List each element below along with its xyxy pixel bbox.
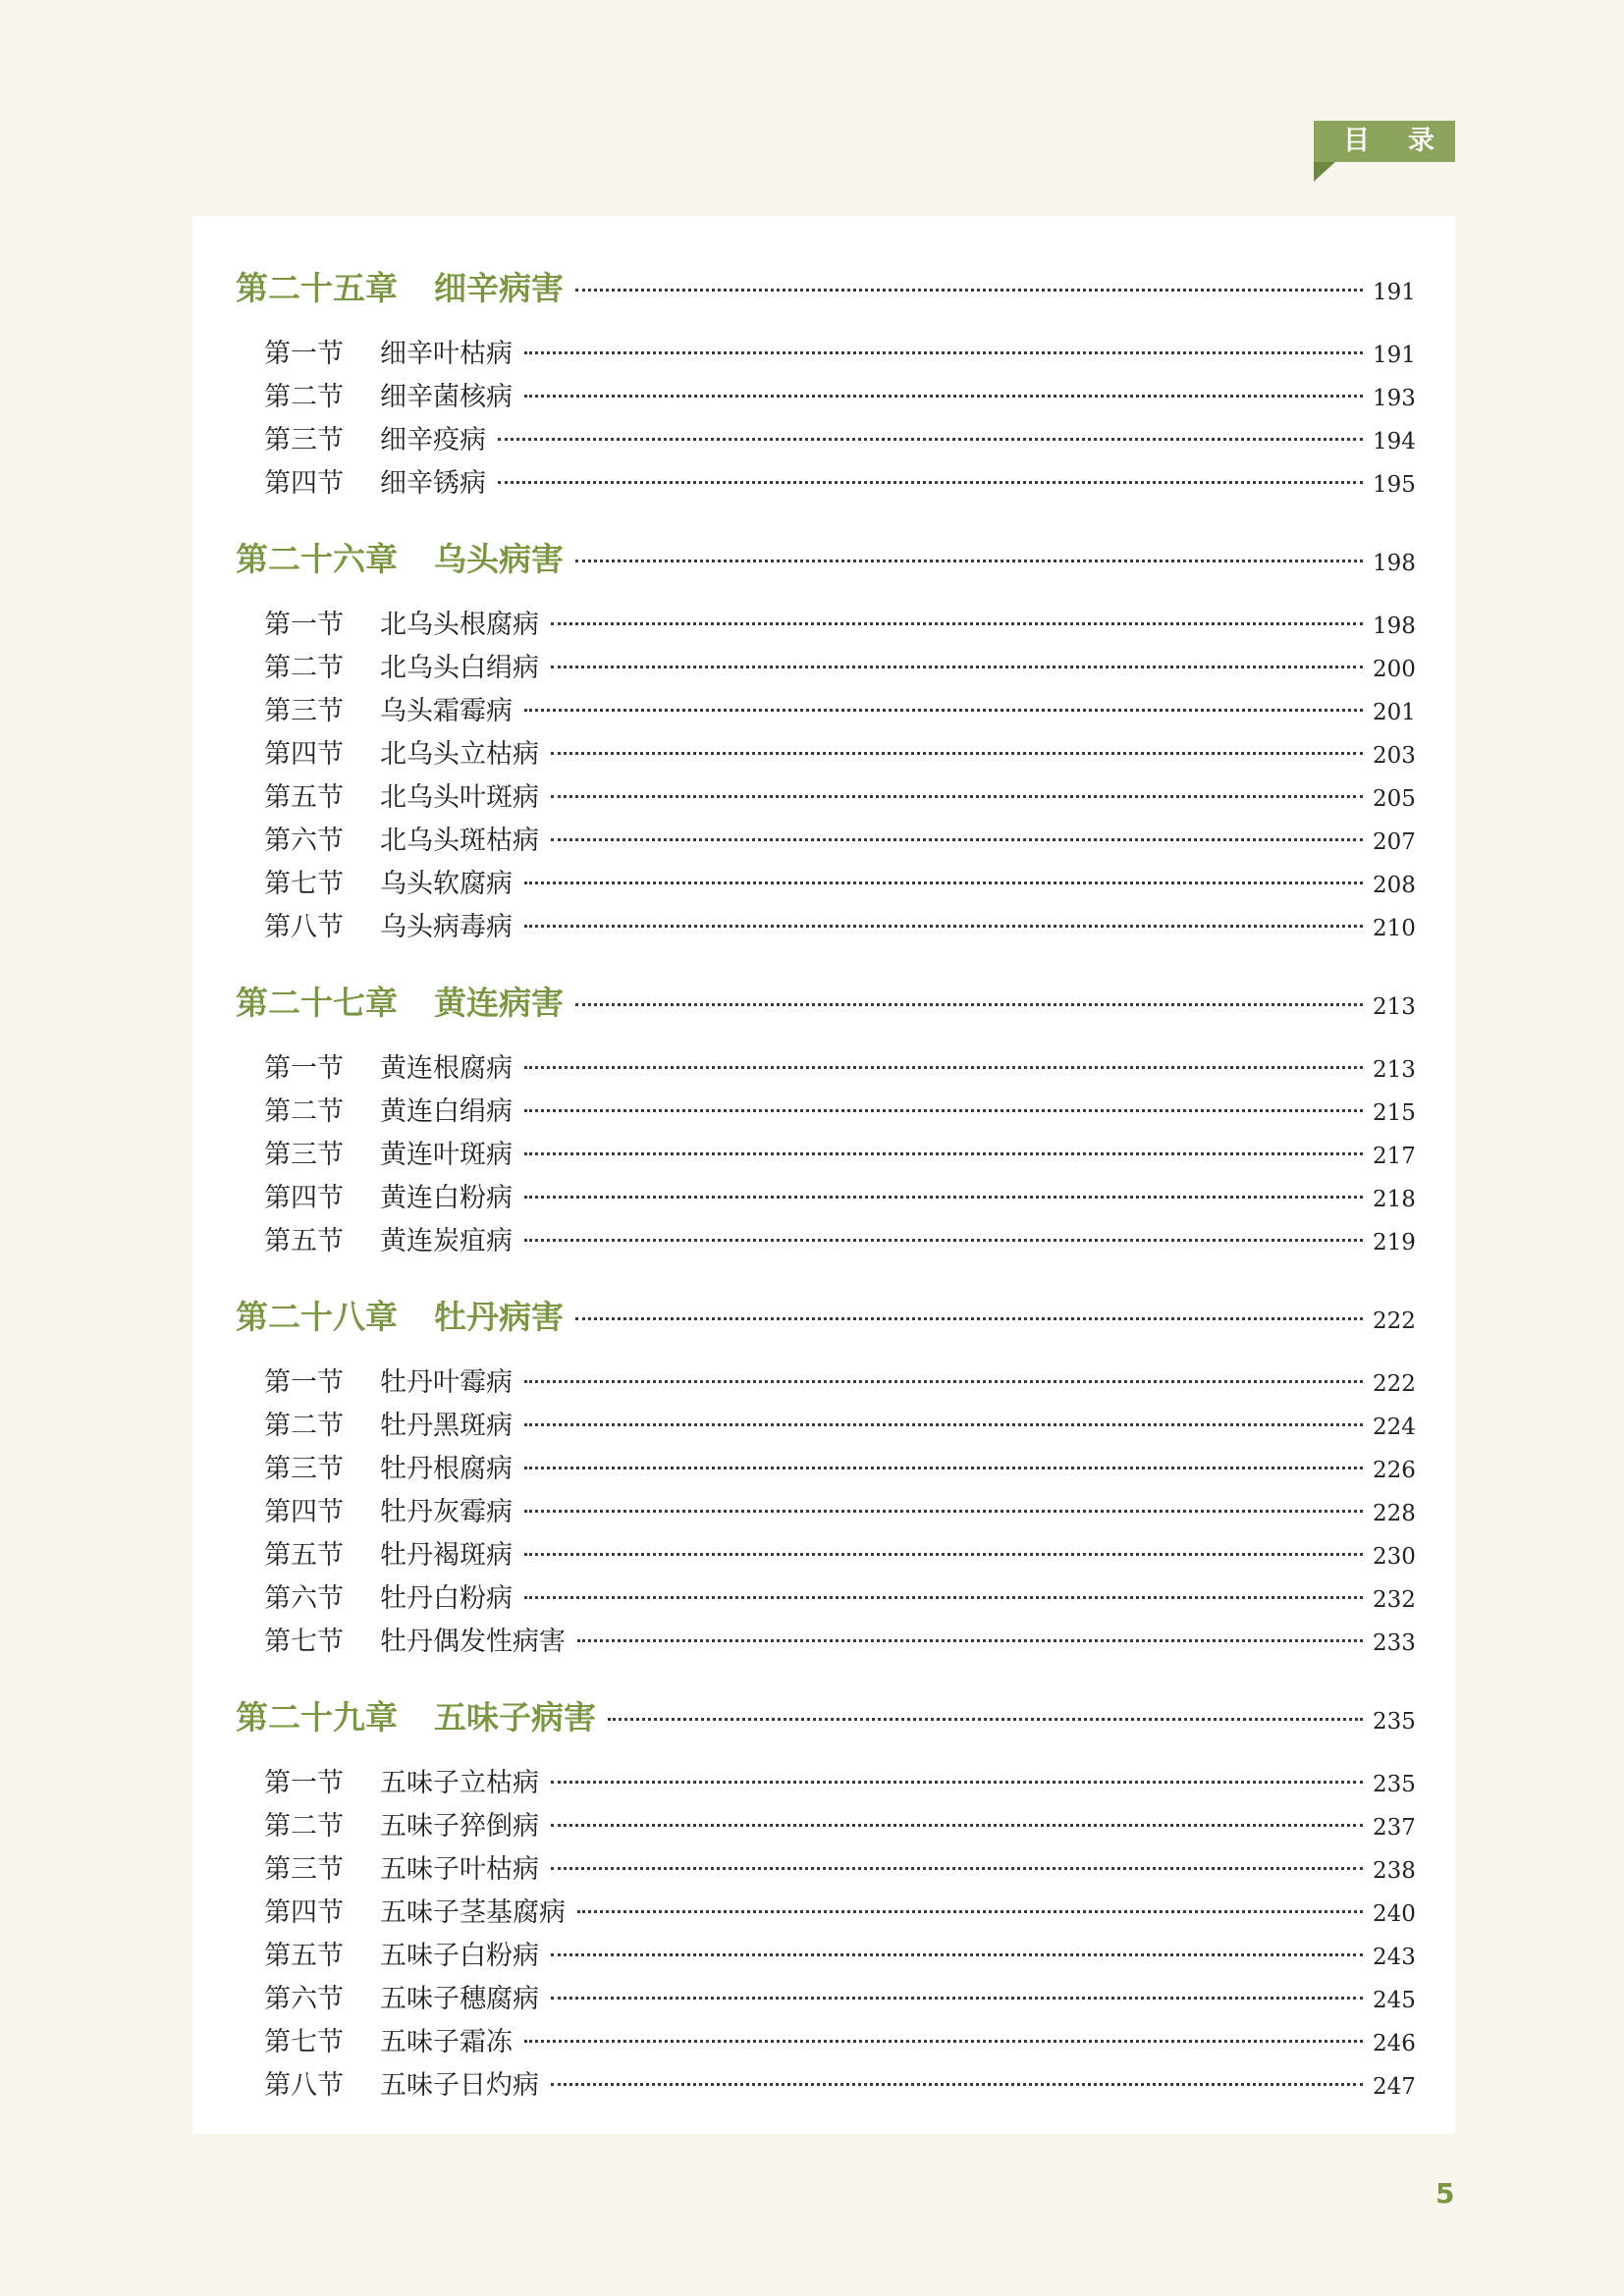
section-number: 第二节 [264, 1411, 344, 1441]
toc-section-entry[interactable] [192, 1533, 1455, 1572]
section-title: 牡丹褐斑病 [380, 1540, 513, 1571]
section-title: 黄连炭疽病 [380, 1226, 513, 1256]
section-title: 五味子叶枯病 [380, 1854, 539, 1885]
page-reference: 207 [1373, 829, 1416, 855]
dot-leader [524, 1467, 1363, 1469]
page-reference: 198 [1373, 551, 1416, 576]
page-reference: 191 [1373, 280, 1416, 305]
toc-section-entry[interactable] [192, 418, 1455, 456]
toc-section-entry[interactable] [192, 375, 1455, 413]
page-reference: 226 [1373, 1458, 1416, 1483]
section-number: 第一节 [264, 1053, 344, 1084]
tab-fold-corner [1314, 162, 1335, 182]
page-reference: 240 [1373, 1901, 1416, 1927]
chapter-number: 第二十九章 [236, 1698, 398, 1736]
dot-leader [551, 1781, 1363, 1784]
section-title: 乌头病毒病 [380, 912, 513, 942]
page-reference: 213 [1373, 994, 1416, 1020]
toc-section-entry[interactable] [192, 1804, 1455, 1842]
toc-section-entry[interactable] [192, 1934, 1455, 1972]
section-number: 第一节 [264, 610, 344, 640]
toc-section-entry[interactable] [192, 1176, 1455, 1214]
dot-leader [524, 881, 1363, 884]
page-reference: 243 [1373, 1945, 1416, 1970]
section-title: 五味子白粉病 [380, 1941, 539, 1971]
toc-section-entry[interactable] [192, 1090, 1455, 1128]
page-reference: 222 [1373, 1371, 1416, 1397]
toc-section-entry[interactable] [192, 2020, 1455, 2058]
page-reference: 210 [1373, 916, 1416, 941]
dot-leader [575, 560, 1363, 562]
dot-leader [498, 481, 1363, 484]
page-reference: 191 [1373, 343, 1416, 368]
page-reference: 238 [1373, 1858, 1416, 1884]
section-title: 五味子立枯病 [380, 1768, 539, 1798]
page-reference: 237 [1373, 1815, 1416, 1841]
section-number: 第七节 [264, 2027, 344, 2057]
section-title: 牡丹根腐病 [380, 1454, 513, 1484]
toc-header-char: 录 [1408, 126, 1435, 156]
toc-section-entry[interactable] [192, 1620, 1455, 1658]
dot-leader [524, 351, 1363, 354]
page-reference: 246 [1373, 2031, 1416, 2056]
section-number: 第三节 [264, 696, 344, 726]
page-reference: 232 [1373, 1587, 1416, 1613]
section-title: 北乌头斑枯病 [380, 826, 539, 856]
dot-leader [551, 1824, 1363, 1827]
section-number: 第二节 [264, 1811, 344, 1842]
toc-section-entry[interactable] [192, 1133, 1455, 1171]
toc-panel [192, 216, 1455, 2134]
dot-leader [524, 2040, 1363, 2043]
dot-leader [575, 1003, 1363, 1006]
dot-leader [551, 666, 1363, 668]
dot-leader [524, 1423, 1363, 1426]
section-title: 牡丹叶霉病 [380, 1367, 513, 1398]
section-title: 黄连白绢病 [380, 1096, 513, 1127]
page-reference: 203 [1373, 743, 1416, 769]
dot-leader [551, 752, 1363, 755]
toc-section-entry[interactable] [192, 1046, 1455, 1085]
section-title: 五味子霜冻 [380, 2027, 513, 2057]
toc-list [192, 216, 1455, 2134]
section-title: 北乌头根腐病 [380, 610, 539, 640]
chapter-number: 第二十六章 [236, 540, 398, 578]
toc-chapter-entry[interactable] [192, 534, 1455, 580]
dot-leader [551, 622, 1363, 625]
section-title: 细辛疫病 [380, 425, 486, 455]
page-reference: 218 [1373, 1187, 1416, 1212]
section-title: 北乌头立枯病 [380, 739, 539, 770]
toc-section-entry[interactable] [192, 732, 1455, 771]
section-number: 第四节 [264, 1183, 344, 1213]
chapter-title: 黄连病害 [434, 984, 564, 1022]
toc-header-tab [1314, 121, 1455, 162]
toc-header-char: 目 [1343, 126, 1370, 156]
dot-leader [524, 1109, 1363, 1112]
section-title: 五味子猝倒病 [380, 1811, 539, 1842]
section-number: 第一节 [264, 1768, 344, 1798]
section-number: 第六节 [264, 1984, 344, 2014]
section-number: 第七节 [264, 869, 344, 899]
dot-leader [524, 709, 1363, 712]
page-reference: 200 [1373, 657, 1416, 682]
dot-leader [524, 1152, 1363, 1155]
dot-leader [551, 1997, 1363, 2000]
section-title: 牡丹白粉病 [380, 1583, 513, 1614]
section-number: 第三节 [264, 425, 344, 455]
dot-leader [524, 1380, 1363, 1383]
toc-section-entry[interactable] [192, 646, 1455, 684]
section-number: 第三节 [264, 1140, 344, 1170]
toc-chapter-entry[interactable] [192, 1292, 1455, 1338]
chapter-number: 第二十七章 [236, 984, 398, 1022]
dot-leader [551, 2083, 1363, 2086]
section-title: 五味子穗腐病 [380, 1984, 539, 2014]
section-number: 第四节 [264, 1897, 344, 1928]
toc-section-entry[interactable] [192, 1361, 1455, 1399]
toc-section-entry[interactable] [192, 1977, 1455, 2015]
section-number: 第三节 [264, 1454, 344, 1484]
chapter-title: 牡丹病害 [434, 1298, 564, 1336]
toc-section-entry[interactable] [192, 1219, 1455, 1257]
section-number: 第四节 [264, 739, 344, 770]
dot-leader [524, 1239, 1363, 1242]
toc-section-entry[interactable] [192, 1761, 1455, 1799]
dot-leader [524, 925, 1363, 928]
dot-leader [524, 1510, 1363, 1513]
section-title: 细辛菌核病 [380, 382, 513, 412]
section-title: 黄连白粉病 [380, 1183, 513, 1213]
toc-chapter-entry[interactable] [192, 978, 1455, 1024]
toc-section-entry[interactable] [192, 1576, 1455, 1615]
dot-leader [524, 1553, 1363, 1556]
dot-leader [551, 1867, 1363, 1870]
page-reference: 198 [1373, 614, 1416, 639]
section-number: 第六节 [264, 1583, 344, 1614]
section-title: 细辛锈病 [380, 468, 486, 499]
toc-section-entry[interactable] [192, 689, 1455, 727]
section-number: 第三节 [264, 1854, 344, 1885]
section-number: 第二节 [264, 1096, 344, 1127]
section-title: 牡丹偶发性病害 [380, 1627, 566, 1657]
page-reference: 193 [1373, 386, 1416, 411]
dot-leader [551, 795, 1363, 798]
page-reference: 215 [1373, 1100, 1416, 1126]
page-number: 5 [1435, 2177, 1455, 2210]
page-reference: 245 [1373, 1988, 1416, 2013]
section-number: 第四节 [264, 468, 344, 499]
page-reference: 224 [1373, 1415, 1416, 1440]
toc-chapter-entry[interactable] [192, 1692, 1455, 1738]
page-reference: 230 [1373, 1544, 1416, 1570]
section-title: 牡丹灰霉病 [380, 1497, 513, 1527]
toc-section-entry[interactable] [192, 1891, 1455, 1929]
dot-leader [608, 1718, 1363, 1721]
dot-leader [524, 1596, 1363, 1599]
toc-section-entry[interactable] [192, 1490, 1455, 1528]
toc-section-entry[interactable] [192, 862, 1455, 900]
dot-leader [551, 1953, 1363, 1956]
section-number: 第五节 [264, 1540, 344, 1571]
section-number: 第五节 [264, 782, 344, 813]
dot-leader [575, 1317, 1363, 1320]
section-number: 第七节 [264, 1627, 344, 1657]
dot-leader [551, 838, 1363, 841]
page-reference: 233 [1373, 1630, 1416, 1656]
dot-leader [524, 395, 1363, 398]
toc-section-entry[interactable] [192, 603, 1455, 641]
section-number: 第六节 [264, 826, 344, 856]
toc-section-entry[interactable] [192, 819, 1455, 857]
toc-chapter-entry[interactable] [192, 263, 1455, 309]
dot-leader [577, 1910, 1363, 1913]
toc-section-entry[interactable] [192, 332, 1455, 370]
chapter-title: 乌头病害 [434, 540, 564, 578]
section-number: 第八节 [264, 2070, 344, 2101]
chapter-number: 第二十五章 [236, 269, 398, 307]
section-title: 乌头霜霉病 [380, 696, 513, 726]
page-reference: 222 [1373, 1308, 1416, 1334]
section-number: 第一节 [264, 1367, 344, 1398]
toc-section-entry[interactable] [192, 1847, 1455, 1886]
toc-section-entry[interactable] [192, 461, 1455, 500]
dot-leader [524, 1066, 1363, 1069]
dot-leader [524, 1196, 1363, 1199]
page-reference: 228 [1373, 1501, 1416, 1526]
toc-section-entry[interactable] [192, 905, 1455, 943]
chapter-title: 细辛病害 [434, 269, 564, 307]
section-title: 牡丹黑斑病 [380, 1411, 513, 1441]
section-title: 乌头软腐病 [380, 869, 513, 899]
section-number: 第四节 [264, 1497, 344, 1527]
toc-section-entry[interactable] [192, 1447, 1455, 1485]
page-reference: 195 [1373, 472, 1416, 498]
toc-section-entry[interactable] [192, 2063, 1455, 2102]
page-reference: 247 [1373, 2074, 1416, 2100]
dot-leader [498, 438, 1363, 441]
page-reference: 219 [1373, 1230, 1416, 1255]
section-title: 五味子日灼病 [380, 2070, 539, 2101]
section-number: 第五节 [264, 1941, 344, 1971]
page-reference: 213 [1373, 1057, 1416, 1083]
chapter-title: 五味子病害 [434, 1698, 596, 1736]
section-title: 黄连根腐病 [380, 1053, 513, 1084]
dot-leader [575, 289, 1363, 292]
section-number: 第五节 [264, 1226, 344, 1256]
section-title: 北乌头白绢病 [380, 653, 539, 683]
section-number: 第八节 [264, 912, 344, 942]
section-number: 第一节 [264, 339, 344, 369]
page-reference: 194 [1373, 429, 1416, 454]
page-reference: 208 [1373, 873, 1416, 898]
section-title: 细辛叶枯病 [380, 339, 513, 369]
section-number: 第二节 [264, 653, 344, 683]
dot-leader [577, 1639, 1363, 1642]
section-title: 黄连叶斑病 [380, 1140, 513, 1170]
section-title: 五味子茎基腐病 [380, 1897, 566, 1928]
section-title: 北乌头叶斑病 [380, 782, 539, 813]
page-reference: 217 [1373, 1144, 1416, 1169]
chapter-number: 第二十八章 [236, 1298, 398, 1336]
page-reference: 205 [1373, 786, 1416, 812]
toc-section-entry[interactable] [192, 1404, 1455, 1442]
section-number: 第二节 [264, 382, 344, 412]
page-reference: 201 [1373, 700, 1416, 725]
page-reference: 235 [1373, 1772, 1416, 1797]
page-reference: 235 [1373, 1709, 1416, 1735]
toc-section-entry[interactable] [192, 775, 1455, 814]
